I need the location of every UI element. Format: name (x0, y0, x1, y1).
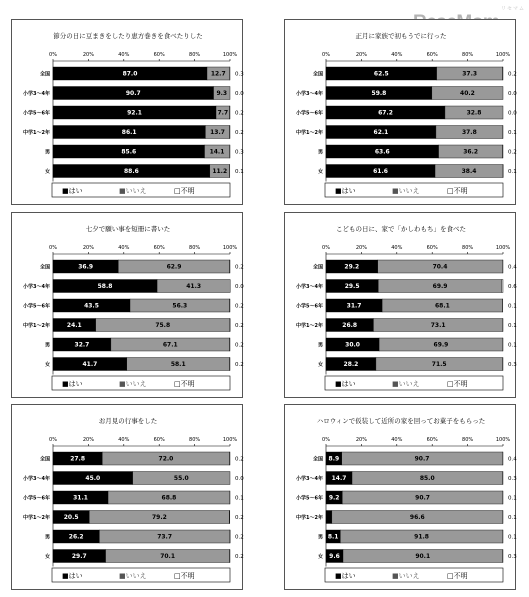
category-label: 女 (317, 169, 323, 175)
data-label: 40.2 (460, 90, 475, 97)
data-label: 37.3 (462, 70, 478, 78)
bar-segment (502, 452, 503, 465)
data-label: 90.7 (414, 455, 430, 463)
category-label: 小学3～4年 (296, 284, 323, 290)
data-label: 41.7 (82, 361, 98, 368)
x-tick-label: 40% (118, 245, 130, 251)
data-label: 96.6 (409, 514, 425, 521)
data-label: 56.3 (172, 302, 188, 310)
data-label: 32.7 (74, 341, 90, 349)
bar-segment (229, 67, 230, 80)
data-label: 0.0 (235, 91, 244, 97)
data-label: 0.3 (235, 149, 244, 156)
x-tick-label: 0% (49, 245, 57, 251)
category-label: 全国 (312, 264, 323, 271)
category-label: 女 (44, 362, 50, 368)
x-tick-label: 100% (222, 245, 238, 251)
data-label: 86.1 (121, 129, 137, 136)
data-label: 62.1 (373, 129, 389, 136)
data-label: 27.8 (70, 455, 86, 463)
data-label: 20.5 (63, 514, 79, 521)
chart-svg (12, 213, 244, 399)
x-tick-label: 60% (426, 245, 438, 251)
data-label: 26.2 (68, 533, 84, 541)
category-label: 小学5～6年 (296, 303, 323, 310)
data-label: 9.2 (328, 494, 340, 502)
data-label: 0.0 (508, 110, 517, 117)
x-tick-label: 40% (391, 52, 403, 58)
data-label: 72.0 (158, 455, 174, 463)
data-label: 73.7 (157, 533, 173, 541)
data-label: 0.3 (235, 71, 244, 78)
category-label: 女 (317, 362, 323, 368)
category-label: 全国 (312, 456, 323, 463)
category-label: 全国 (312, 71, 323, 78)
category-label: 小学5～6年 (23, 110, 50, 117)
legend-item: ■はい (335, 572, 356, 580)
legend-item: □不明 (174, 572, 195, 580)
legend-item: □不明 (174, 380, 195, 388)
category-label: 中学1～2年 (23, 515, 50, 521)
data-label: 11.2 (212, 168, 228, 175)
data-label: 36.9 (78, 263, 94, 271)
legend-item: ■いいえ (392, 187, 420, 195)
x-tick-label: 100% (495, 437, 511, 443)
category-label: 女 (317, 554, 323, 560)
x-tick-label: 0% (322, 52, 330, 58)
data-label: 91.8 (414, 533, 429, 541)
x-tick-label: 80% (462, 52, 474, 58)
category-label: 小学3～4年 (296, 476, 323, 482)
data-label: 0.6 (508, 284, 517, 290)
x-tick-label: 60% (153, 437, 165, 443)
data-label: 29.2 (344, 263, 360, 271)
chart-title: 正月に家族で初もうでに行った (355, 32, 447, 40)
data-label: 85.6 (121, 148, 137, 156)
data-label: 0.1 (508, 342, 517, 349)
bar-segment (502, 260, 503, 273)
legend-item: ■はい (62, 380, 83, 388)
data-label: 90.7 (415, 494, 430, 502)
x-tick-label: 60% (426, 52, 438, 58)
category-label: 全国 (39, 264, 50, 271)
legend-item: □不明 (447, 572, 468, 580)
data-label: 7.7 (217, 109, 229, 117)
data-label: 8.9 (328, 455, 340, 463)
legend-item: ■いいえ (119, 572, 147, 580)
legend-item: ■はい (335, 380, 356, 388)
data-label: 0.2 (235, 362, 244, 368)
data-label: 63.6 (374, 148, 390, 156)
data-label: 0.3 (508, 554, 517, 560)
legend-item: ■いいえ (392, 572, 420, 580)
chart-title: 七夕で願い事を短冊に書いた (85, 225, 171, 233)
data-label: 0.3 (508, 476, 517, 482)
chart-panel-otsukimi (11, 404, 243, 590)
data-label: 0.1 (508, 515, 517, 521)
x-tick-label: 100% (222, 437, 238, 443)
chart-panel-setsubun (11, 19, 243, 205)
data-label: 0.2 (235, 264, 244, 271)
category-label: 全国 (39, 456, 50, 463)
chart-svg (12, 405, 244, 591)
x-tick-label: 60% (426, 437, 438, 443)
data-label: 0.0 (235, 476, 244, 482)
category-label: 小学3～4年 (296, 91, 323, 97)
data-label: 9.3 (216, 90, 228, 97)
data-label: 68.8 (161, 494, 177, 502)
bar-segment (502, 280, 503, 293)
data-label: 24.1 (66, 322, 82, 329)
data-label: 88.6 (124, 168, 139, 175)
data-label: 85.0 (419, 475, 435, 482)
data-label: 32.8 (466, 109, 482, 117)
x-tick-label: 100% (495, 52, 511, 58)
category-label: 中学1～2年 (23, 323, 50, 329)
data-label: 67.1 (162, 341, 178, 349)
data-label: 31.1 (73, 494, 88, 502)
data-label: 70.1 (160, 553, 176, 560)
data-label: 30.0 (345, 341, 360, 349)
x-tick-label: 0% (322, 245, 330, 251)
x-tick-label: 40% (118, 437, 130, 443)
bar-segment (229, 145, 230, 158)
data-label: 58.8 (97, 283, 113, 290)
data-label: 41.3 (186, 283, 202, 290)
data-label: 62.9 (166, 263, 182, 271)
data-label: 75.8 (155, 322, 171, 329)
data-label: 70.4 (432, 263, 448, 271)
chart-svg (285, 20, 517, 206)
data-label: 58.1 (170, 361, 186, 368)
x-tick-label: 20% (82, 437, 94, 443)
data-label: 0.2 (508, 149, 517, 156)
x-tick-label: 40% (118, 52, 130, 58)
chart-title: お月見の行事をした (98, 417, 158, 425)
data-label: 12.7 (210, 70, 226, 78)
x-tick-label: 20% (355, 52, 367, 58)
category-label: 小学5～6年 (296, 495, 323, 502)
category-label: 中学1～2年 (296, 515, 323, 521)
data-label: 90.7 (125, 90, 141, 97)
data-label: 28.2 (343, 361, 359, 368)
logo-ruby: リセマム (501, 6, 525, 12)
data-label: 0.2 (235, 534, 244, 541)
data-label: 0.1 (508, 495, 517, 502)
chart-panel-tanabata (11, 212, 243, 398)
category-label: 女 (44, 169, 50, 175)
x-tick-label: 60% (153, 52, 165, 58)
data-label: 29.7 (71, 553, 87, 560)
data-label: 43.5 (84, 302, 99, 310)
bar-segment (502, 472, 503, 485)
legend-item: ■いいえ (392, 380, 420, 388)
data-label: 14.7 (331, 475, 347, 482)
category-label: 中学1～2年 (296, 323, 323, 329)
data-label: 61.6 (373, 168, 388, 175)
chart-svg (285, 213, 517, 399)
category-label: 男 (317, 342, 323, 349)
data-label: 67.2 (378, 109, 393, 117)
data-label: 0.1 (508, 323, 517, 329)
category-label: 小学3～4年 (23, 284, 50, 290)
x-tick-label: 0% (49, 437, 57, 443)
data-label: 29.5 (344, 283, 360, 290)
x-tick-label: 80% (189, 52, 201, 58)
legend-item: □不明 (447, 380, 468, 388)
x-tick-label: 20% (355, 437, 367, 443)
chart-title: こどもの日に、家で「かしわもち」を食べた (336, 225, 466, 233)
data-label: 79.2 (151, 514, 167, 521)
data-label: 26.8 (342, 322, 358, 329)
data-label: 69.9 (432, 283, 448, 290)
data-label: 0.4 (508, 264, 517, 271)
data-label: 0.1 (508, 534, 517, 541)
data-label: 0.3 (508, 362, 517, 368)
data-label: 87.0 (122, 70, 138, 78)
x-tick-label: 40% (391, 437, 403, 443)
data-label: 0.0 (508, 91, 517, 97)
category-label: 男 (44, 534, 50, 541)
x-tick-label: 80% (189, 437, 201, 443)
data-label: 0.1 (508, 303, 517, 310)
data-label: 0.1 (235, 495, 244, 502)
category-label: 小学5～6年 (296, 110, 323, 117)
data-label: 36.2 (463, 148, 479, 156)
data-label: 68.1 (434, 302, 450, 310)
chart-panel-halloween (284, 404, 516, 590)
data-label: 13.7 (210, 129, 225, 136)
data-label: 69.9 (433, 341, 449, 349)
legend-item: ■はい (62, 187, 83, 195)
data-label: 8.1 (327, 533, 339, 541)
data-label: 59.8 (371, 90, 387, 97)
legend-item: ■いいえ (119, 187, 147, 195)
data-label: 0.2 (235, 515, 244, 521)
x-tick-label: 20% (82, 52, 94, 58)
data-label: 62.5 (373, 70, 389, 78)
data-label: 0.2 (235, 554, 244, 560)
data-label: 0.1 (235, 169, 244, 175)
category-label: 男 (317, 149, 323, 156)
legend-item: □不明 (174, 187, 195, 195)
data-label: 55.0 (173, 475, 189, 482)
x-tick-label: 80% (189, 245, 201, 251)
data-label: 0.2 (235, 110, 244, 117)
data-label: 0.1 (508, 130, 517, 136)
chart-panel-kashiwamochi (284, 212, 516, 398)
x-tick-label: 100% (222, 52, 238, 58)
data-label: 31.7 (346, 302, 362, 310)
data-label: 0.2 (235, 323, 244, 329)
bar-segment (502, 358, 503, 371)
data-label: 0.2 (508, 71, 517, 78)
data-label: 45.0 (85, 475, 101, 482)
x-tick-label: 80% (462, 437, 474, 443)
data-label: 0.2 (235, 342, 244, 349)
data-label: 90.1 (415, 553, 431, 560)
category-label: 小学3～4年 (23, 476, 50, 482)
legend-item: ■はい (62, 572, 83, 580)
data-label: 92.1 (127, 109, 142, 117)
category-label: 小学5～6年 (23, 495, 50, 502)
data-label: 14.1 (209, 148, 225, 156)
bar-segment (326, 511, 332, 524)
data-label: 38.4 (461, 168, 477, 175)
category-label: 女 (44, 554, 50, 560)
legend-item: ■はい (335, 187, 356, 195)
data-label: 0.1 (508, 169, 517, 175)
category-label: 中学1～2年 (23, 130, 50, 136)
x-tick-label: 80% (462, 245, 474, 251)
chart-panel-hatsumoude (284, 19, 516, 205)
x-tick-label: 20% (82, 245, 94, 251)
category-label: 小学3～4年 (23, 91, 50, 97)
chart-svg (285, 405, 517, 591)
category-label: 男 (317, 534, 323, 541)
category-label: 男 (44, 342, 50, 349)
x-tick-label: 100% (495, 245, 511, 251)
chart-title: 節分の日に豆まきをしたり恵方巻きを食べたりした (53, 32, 203, 40)
chart-svg (12, 20, 244, 206)
category-label: 全国 (39, 71, 50, 78)
x-tick-label: 60% (153, 245, 165, 251)
data-label: 71.5 (431, 361, 447, 368)
chart-title: ハロウィンで仮装して近所の家を回ってお菓子をもらった (316, 417, 486, 425)
data-label: 0.2 (235, 456, 244, 463)
category-label: 中学1～2年 (296, 130, 323, 136)
data-label: 0.4 (508, 456, 517, 463)
bar-segment (502, 550, 503, 563)
x-tick-label: 20% (355, 245, 367, 251)
legend-item: □不明 (447, 187, 468, 195)
x-tick-label: 0% (322, 437, 330, 443)
legend-item: ■いいえ (119, 380, 147, 388)
data-label: 0.0 (235, 284, 244, 290)
data-label: 9.6 (329, 553, 340, 560)
category-label: 男 (44, 149, 50, 156)
x-tick-label: 0% (49, 52, 57, 58)
x-tick-label: 40% (391, 245, 403, 251)
data-label: 37.8 (461, 129, 477, 136)
data-label: 0.2 (235, 303, 244, 310)
data-label: 0.2 (235, 130, 244, 136)
data-label: 73.1 (430, 322, 446, 329)
category-label: 小学5～6年 (23, 303, 50, 310)
